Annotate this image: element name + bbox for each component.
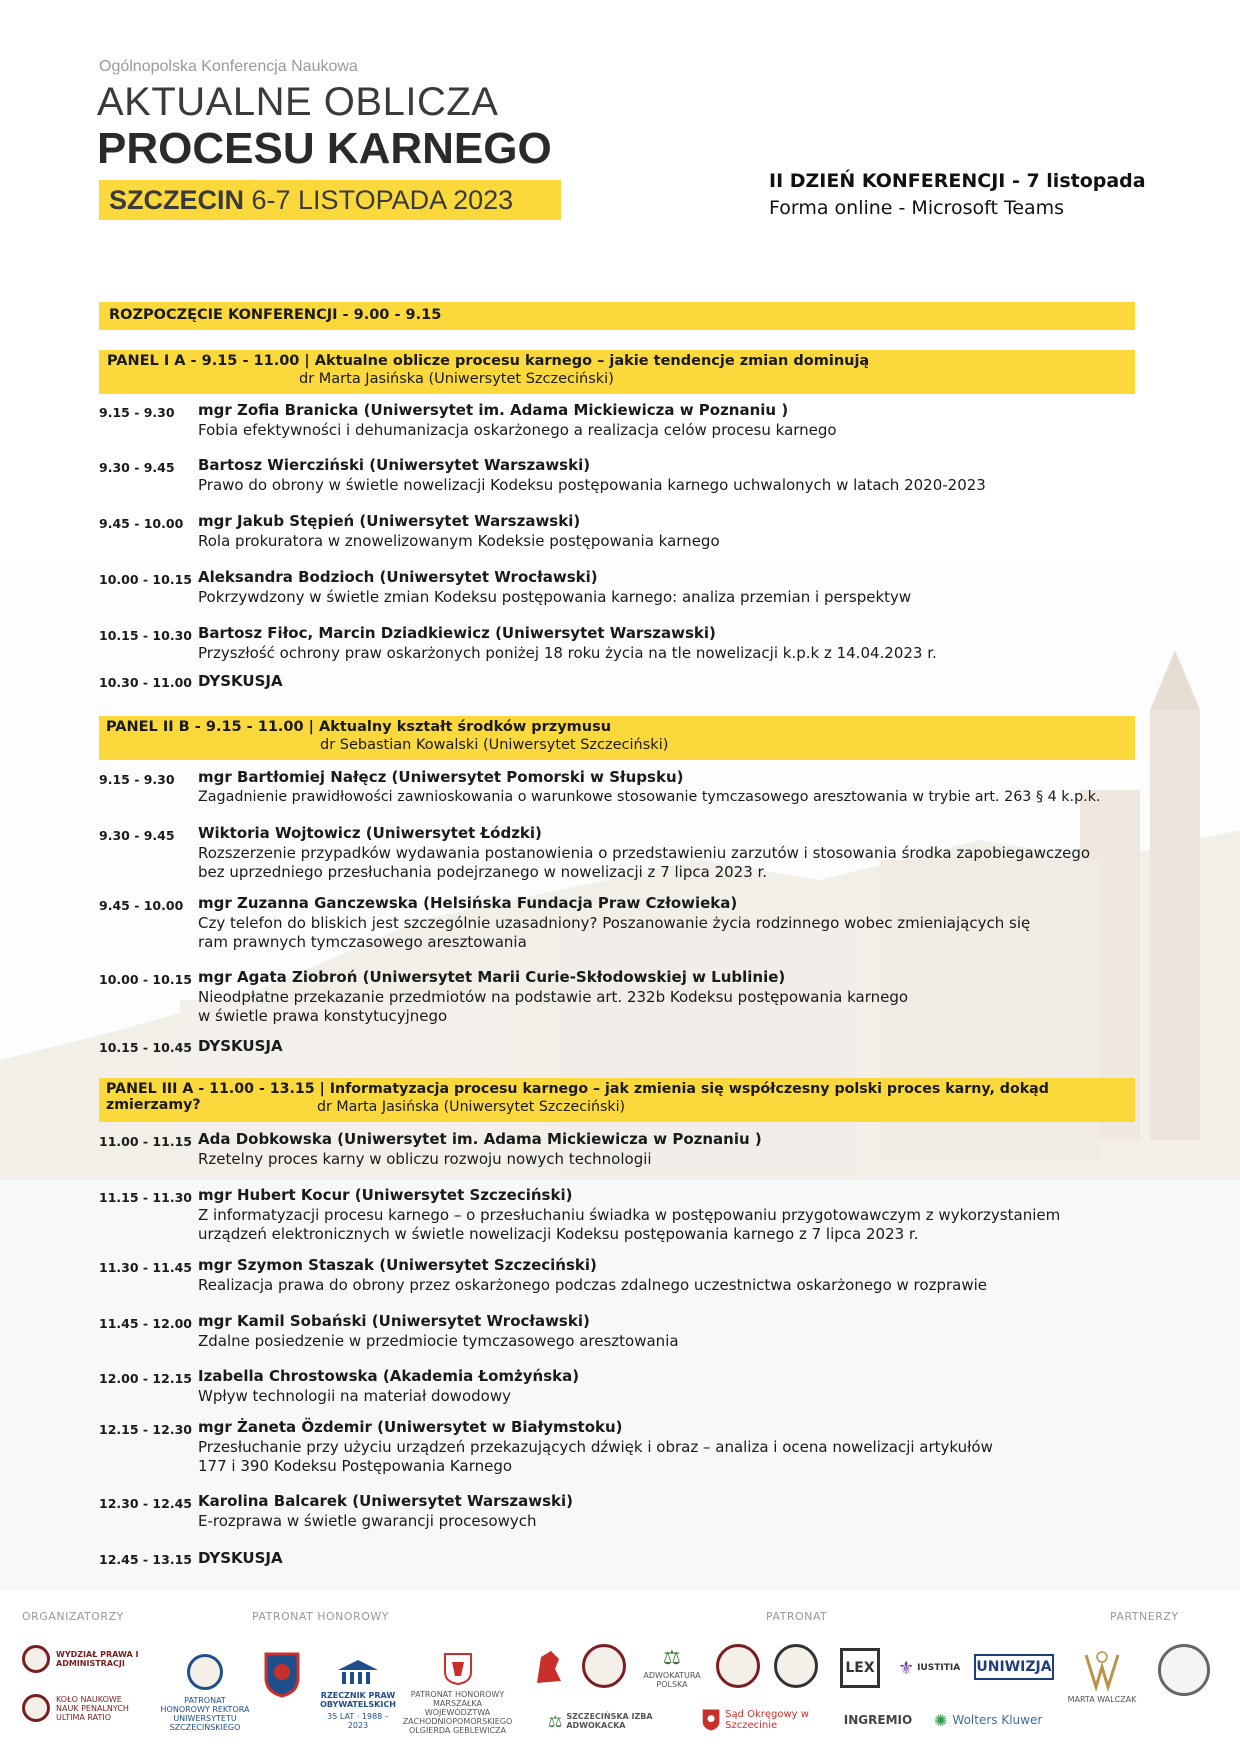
marszalek-logo-text: PATRONAT HONOROWY MARSZAŁKA WOJEWÓDZTWA ZACHODNIOPOMORSKIEGO OLGIERDA GEBLEWICZA bbox=[402, 1689, 513, 1735]
iustitia-logo bbox=[898, 1650, 968, 1686]
ingremio-logo-text: INGREMIO bbox=[843, 1712, 913, 1727]
lex-logo bbox=[840, 1648, 880, 1688]
griffin-icon bbox=[443, 1652, 473, 1686]
discussion-label: DYSKUSJA bbox=[198, 1037, 283, 1055]
talk-speaker: mgr Kamil Sobański (Uniwersytet Wrocławski) bbox=[198, 1312, 590, 1330]
talk-speaker: Wiktoria Wojtowicz (Uniwersytet Łódzki) bbox=[198, 824, 542, 842]
wppia-logo bbox=[22, 1642, 142, 1676]
conference-title-line1: AKTUALNE OBLICZA bbox=[97, 80, 499, 124]
ultima-ratio-logo bbox=[22, 1688, 142, 1728]
talk-title: Nieodpłatne przekazanie przedmiotów na podstawie art. 232b Kodeksu postępowania karnego bbox=[198, 988, 909, 1006]
wolters-kluwer-logo-text: Wolters Kluwer bbox=[952, 1712, 1043, 1727]
szczecin-coat-of-arms-icon bbox=[262, 1650, 302, 1700]
talk-speaker: mgr Agata Ziobroń (Uniwersytet Marii Curie-Skłodowskiej w Lublinie) bbox=[198, 968, 786, 986]
talk-speaker: mgr Zofia Branicka (Uniwersytet im. Adama Mickiewicza w Poznaniu ) bbox=[198, 401, 789, 419]
polish-eagle-icon bbox=[702, 1704, 720, 1736]
talk-speaker: mgr Bartłomiej Nałęcz (Uniwersytet Pomorski w Słupsku) bbox=[198, 768, 684, 786]
talk-time: 9.15 - 9.30 bbox=[99, 772, 175, 787]
adwokatura-emblem-icon: ⚖ bbox=[663, 1645, 681, 1669]
talk-speaker: Bartosz Fiłoc, Marcin Dziadkiewicz (Uniwersytet Warszawski) bbox=[198, 624, 716, 642]
opening-label: ROZPOCZĘCIE KONFERENCJI - 9.00 - 9.15 bbox=[109, 307, 442, 323]
talk-speaker: Karolina Balcarek (Uniwersytet Warszawski) bbox=[198, 1492, 574, 1510]
talk-title-continued: 177 i 390 Kodeksu Postępowania Karnego bbox=[198, 1457, 513, 1475]
conference-dates: 6-7 LISTOPADA 2023 bbox=[251, 185, 514, 215]
panel-header bbox=[99, 1078, 1135, 1122]
opening-bar bbox=[99, 302, 1135, 330]
talk-title: E-rozprawa w świetle gwarancji procesowych bbox=[198, 1512, 537, 1530]
uniwizja-logo bbox=[974, 1654, 1054, 1680]
talk-title: Wpływ technologii na materiał dowodowy bbox=[198, 1387, 511, 1405]
adwokatura-logo bbox=[636, 1642, 708, 1694]
conference-location-banner bbox=[99, 180, 561, 220]
talk-time: 11.00 - 11.15 bbox=[99, 1134, 192, 1149]
panel-title: PANEL III A - 11.00 - 13.15 | Informatyzacja procesu karnego – jak zmienia się współczesny polski proces karny, dokąd zmierzamy? bbox=[106, 1081, 1049, 1113]
uniwizja-logo-text: UNIWIZJA bbox=[976, 1658, 1052, 1675]
adwokatura-logo-text: ADWOKATURA POLSKA bbox=[643, 1671, 701, 1689]
talk-title-continued: ram prawnych tymczasowego aresztowania bbox=[198, 933, 527, 951]
talk-title: Rola prokuratora w znowelizowanym Kodeksie postępowania karnego bbox=[198, 532, 720, 550]
sad-okregowy-logo-text: Sąd Okręgowy w Szczecinie bbox=[725, 1709, 809, 1731]
talk-speaker: mgr Zuzanna Ganczewska (Helsińska Fundacja Praw Człowieka) bbox=[198, 894, 738, 912]
panel-moderator: dr Sebastian Kowalski (Uniwersytet Szczeciński) bbox=[320, 737, 669, 753]
talk-title: Realizacja prawa do obrony przez oskarżonego podczas zdalnego uczestnictwa oskarżonego w rozprawie bbox=[198, 1276, 987, 1294]
talk-title: Czy telefon do bliskich jest szczególnie uzasadniony? Poszanowanie życia rodzinnego wobec zmieniających się bbox=[198, 914, 1031, 932]
rpo-logo bbox=[318, 1652, 398, 1736]
seal-2-icon bbox=[716, 1644, 760, 1688]
rpo-building-icon bbox=[336, 1658, 380, 1688]
discussion-label: DYSKUSJA bbox=[198, 672, 283, 690]
talk-speaker: Izabella Chrostowska (Akademia Łomżyńska) bbox=[198, 1367, 580, 1385]
talk-title-continued: urządzeń elektronicznych w świetle nowelizacji Kodeksu postępowania karnego z 7 lipca 2023 r. bbox=[198, 1225, 919, 1243]
panel-header bbox=[99, 350, 1135, 394]
discussion-time: 10.15 - 10.45 bbox=[99, 1040, 192, 1055]
talk-speaker: Ada Dobkowska (Uniwersytet im. Adama Mickiewicza w Poznaniu ) bbox=[198, 1130, 762, 1148]
ultima-ratio-emblem-icon bbox=[22, 1694, 50, 1722]
talk-speaker: mgr Hubert Kocur (Uniwersytet Szczeciński) bbox=[198, 1186, 573, 1204]
talk-title: Zagadnienie prawidłowości zawnioskowania o warunkowe stosowanie tymczasowego aresztowania w trybie art. 263 § 4 k.p.k. bbox=[198, 789, 1101, 805]
talk-speaker: mgr Jakub Stępień (Uniwersytet Warszawski) bbox=[198, 512, 581, 530]
marszalek-logo bbox=[402, 1648, 513, 1738]
rpo-years-text: 35 LAT · 1988 – 2023 bbox=[327, 1712, 389, 1730]
panel-moderator: dr Marta Jasińska (Uniwersytet Szczeciński) bbox=[317, 1099, 626, 1115]
talk-speaker: mgr Szymon Staszak (Uniwersytet Szczeciński) bbox=[198, 1256, 597, 1274]
honorary-patronage-heading: PATRONAT HONOROWY bbox=[252, 1610, 389, 1623]
talk-time: 12.30 - 12.45 bbox=[99, 1496, 192, 1511]
panel-title: PANEL II B - 9.15 - 11.00 | Aktualny kształt środków przymusu bbox=[106, 719, 612, 735]
day-heading: II DZIEŃ KONFERENCJI - 7 listopada bbox=[769, 170, 1146, 192]
footer-logos bbox=[0, 1590, 1240, 1755]
talk-time: 11.15 - 11.30 bbox=[99, 1190, 192, 1205]
talk-time: 10.00 - 10.15 bbox=[99, 572, 192, 587]
conference-subtitle: Ogólnopolska Konferencja Naukowa bbox=[99, 58, 358, 75]
partners-heading: PARTNERZY bbox=[1110, 1610, 1179, 1623]
talk-time: 9.45 - 10.00 bbox=[99, 516, 184, 531]
talk-title: Rozszerzenie przypadków wydawania postanowienia o przedstawieniu zarzutów i stosowania środka zapobiegawczego bbox=[198, 844, 1091, 862]
seal-1-icon bbox=[582, 1644, 626, 1688]
talk-title: Pokrzywdzony w świetle zmian Kodeksu postępowania karnego: analiza przemian i perspektyw bbox=[198, 588, 912, 606]
talk-time: 10.00 - 10.15 bbox=[99, 972, 192, 987]
talk-title: Fobia efektywności i dehumanizacja oskarżonego a realizacja celów procesu karnego bbox=[198, 421, 837, 439]
talk-title: Z informatyzacji procesu karnego – o przesłuchaniu świadka w postępowaniu przygotowawczym z wykorzystaniem bbox=[198, 1206, 1061, 1224]
discussion-time: 12.45 - 13.15 bbox=[99, 1552, 192, 1567]
patronage-heading: PATRONAT bbox=[766, 1610, 828, 1623]
griffin-red-icon bbox=[528, 1645, 568, 1689]
sad-apelacyjny-seal-icon bbox=[774, 1644, 818, 1688]
talk-time: 11.45 - 12.00 bbox=[99, 1316, 192, 1331]
conference-title-line2: PROCESU KARNEGO bbox=[97, 124, 552, 173]
rektor-logo bbox=[160, 1648, 250, 1738]
panel-title: PANEL I A - 9.15 - 11.00 | Aktualne oblicze procesu karnego – jakie tendencje zmian dominują bbox=[107, 353, 870, 369]
talk-title: Rzetelny proces karny w obliczu rozwoju nowych technologii bbox=[198, 1150, 652, 1168]
talk-title: Zdalne posiedzenie w przedmiocie tymczasowego aresztowania bbox=[198, 1332, 679, 1350]
sad-okregowy-logo bbox=[702, 1702, 822, 1738]
panel-moderator: dr Marta Jasińska (Uniwersytet Szczeciński) bbox=[299, 371, 614, 387]
talk-title-continued: bez uprzedniego przesłuchania podejrzanego w nowelizacji z 7 lipca 2023 r. bbox=[198, 863, 768, 881]
lex-logo-text: LEX bbox=[845, 1659, 875, 1676]
conference-form: Forma online - Microsoft Teams bbox=[769, 197, 1065, 219]
talk-title-continued: w świetle prawa konstytucyjnego bbox=[198, 1007, 448, 1025]
talk-time: 9.30 - 9.45 bbox=[99, 460, 175, 475]
izba-emblem-icon: ⚖ bbox=[548, 1711, 563, 1731]
rpo-logo-text: RZECZNIK PRAW OBYWATELSKICH bbox=[320, 1691, 396, 1709]
talk-title: Prawo do obrony w świetle nowelizacji Kodeksu postępowania karnego uchwalonych w latach 2020-2023 bbox=[198, 476, 986, 494]
talk-time: 10.15 - 10.30 bbox=[99, 628, 192, 643]
iustitia-logo-text: IUSTITIA bbox=[917, 1662, 961, 1673]
izba-logo-text: SZCZECIŃSKA IZBA ADWOKACKA bbox=[566, 1712, 653, 1730]
talk-title: Przesłuchanie przy użyciu urządzeń przekazujących dźwięk i obraz – analiza i ocena nowelizacji artykułów bbox=[198, 1438, 993, 1456]
panel-header bbox=[99, 716, 1135, 760]
discussion-time: 10.30 - 11.00 bbox=[99, 675, 192, 690]
conference-city: SZCZECIN bbox=[109, 185, 244, 215]
talk-time: 9.45 - 10.00 bbox=[99, 898, 184, 913]
ingremio-logo bbox=[838, 1710, 918, 1730]
talk-time: 9.15 - 9.30 bbox=[99, 405, 175, 420]
talk-time: 11.30 - 11.45 bbox=[99, 1260, 192, 1275]
marta-walczak-monogram-icon bbox=[1082, 1649, 1122, 1693]
university-emblem-icon bbox=[187, 1654, 223, 1690]
talk-speaker: mgr Żaneta Özdemir (Uniwersytet w Białymstoku) bbox=[198, 1418, 623, 1436]
marta-walczak-logo-text: MARTA WALCZAK bbox=[1067, 1694, 1137, 1704]
marta-walczak-logo bbox=[1066, 1638, 1138, 1714]
izba-adwokacka-logo bbox=[548, 1708, 698, 1734]
talk-time: 12.15 - 12.30 bbox=[99, 1422, 192, 1437]
talk-time: 12.00 - 12.15 bbox=[99, 1371, 192, 1386]
talk-speaker: Bartosz Wiercziński (Uniwersytet Warszawski) bbox=[198, 456, 591, 474]
partner-seal-icon bbox=[1158, 1644, 1210, 1696]
wppia-logo-text: WYDZIAŁ PRAWA I ADMINISTRACJI bbox=[56, 1650, 139, 1668]
iustitia-emblem-icon: ⚜ bbox=[898, 1657, 915, 1679]
talk-title: Przyszłość ochrony praw oskarżonych poniżej 18 roku życia na tle nowelizacji k.p.k z 14.04.2023 r. bbox=[198, 644, 937, 662]
talk-time: 9.30 - 9.45 bbox=[99, 828, 175, 843]
wolters-kluwer-emblem-icon: ✺ bbox=[934, 1710, 948, 1730]
wolters-kluwer-logo bbox=[934, 1708, 1058, 1732]
wppia-emblem-icon bbox=[22, 1645, 50, 1673]
talk-speaker: Aleksandra Bodzioch (Uniwersytet Wrocławski) bbox=[198, 568, 598, 586]
rektor-logo-text: PATRONAT HONOROWY REKTORA UNIWERSYTETU SZCZECIŃSKIEGO bbox=[160, 1696, 250, 1732]
discussion-label: DYSKUSJA bbox=[198, 1549, 283, 1567]
ultima-ratio-logo-text: KOŁO NAUKOWE NAUK PENALNYCH ULTIMA RATIO bbox=[56, 1694, 129, 1722]
organizers-heading: ORGANIZATORZY bbox=[22, 1610, 124, 1623]
